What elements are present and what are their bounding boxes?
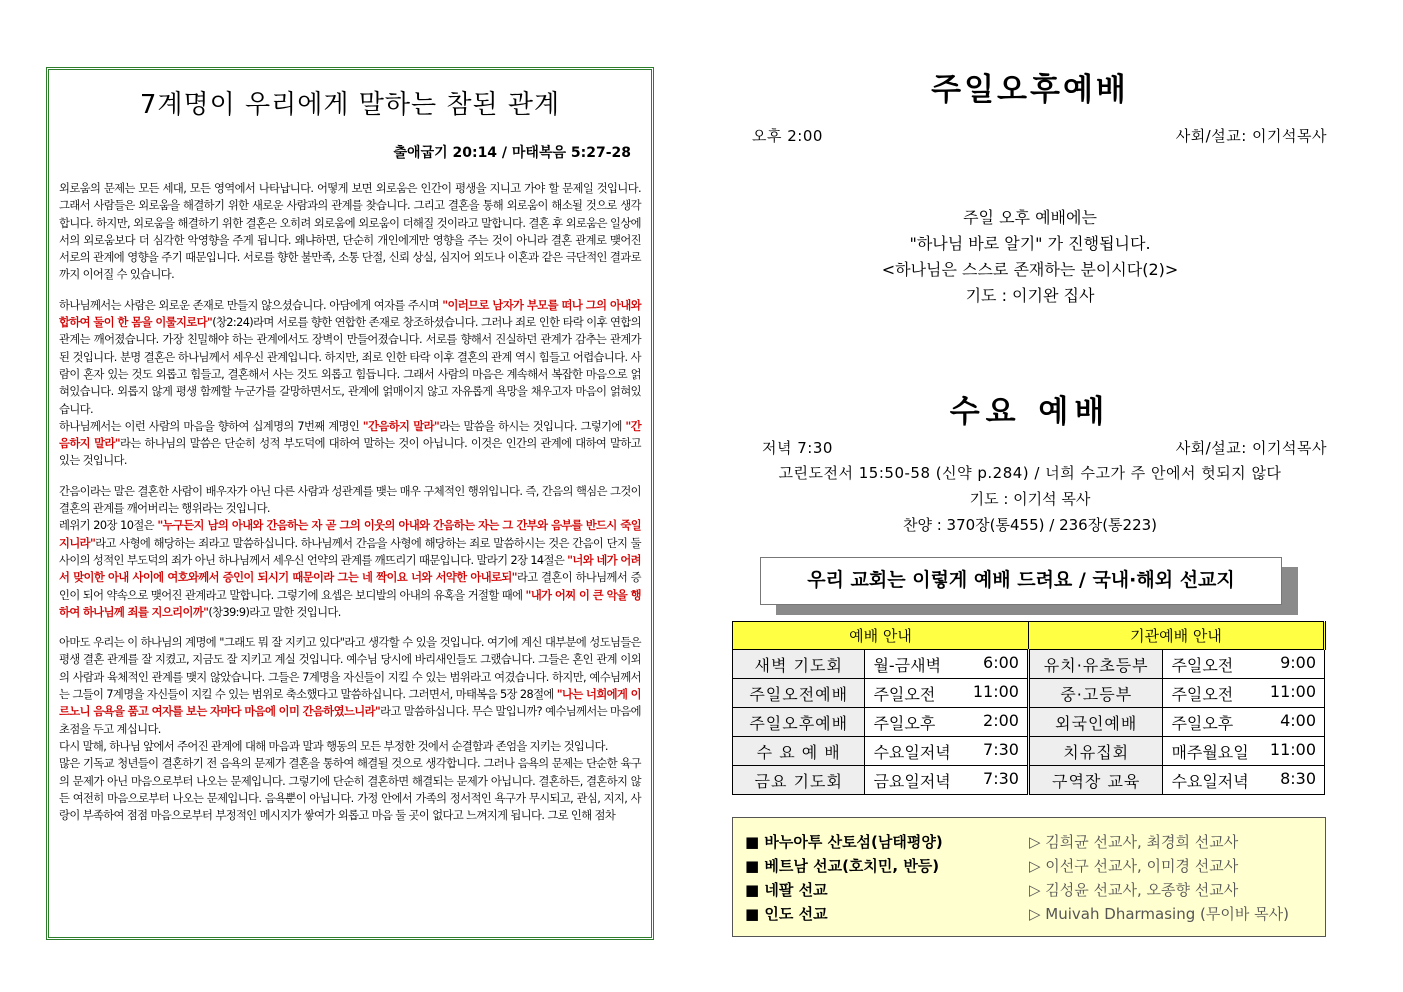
mission-people: ▷ Muivah Dharmasing (무이바 목사) xyxy=(1029,905,1289,923)
paragraph xyxy=(59,297,641,418)
paragraph xyxy=(59,634,641,738)
schedule-right-header: 기관예배 안내 xyxy=(1028,622,1324,650)
scripture-quote: "이러므로 남자가 부모를 떠나 그의 아내와 합하여 둘이 한 몸을 이룰지로다" xyxy=(59,298,641,330)
service-name: 수 요 예 배 xyxy=(733,737,865,766)
service-time xyxy=(1163,708,1325,737)
mission-people: ▷ 김희균 선교사, 최경희 선교사 xyxy=(1029,833,1239,851)
service-hour: 11:00 xyxy=(1269,739,1316,759)
service-hour: 9:00 xyxy=(1280,652,1316,672)
table-row xyxy=(733,737,1325,766)
wednesday-prayer: 기도 : 이기석 목사 xyxy=(969,490,1091,508)
sunday-pm-prayer: 기도 : 이기완 집사 xyxy=(965,286,1095,305)
wednesday-leader: 사회/설교: 이기석목사 xyxy=(1175,439,1327,457)
service-time xyxy=(865,650,1029,679)
service-time xyxy=(865,737,1029,766)
paragraph: 외로움의 문제는 모든 세대, 모든 영역에서 나타납니다. 어떻게 보면 외로움은 인간이 평생을 지니고 가야 할 문제일 것입니다. 그래서 사람들은 외로움을 해결하기 위한 새로운 사람과의 관계를 찾습니다. 그리고 결혼을 통해 외로움이 해소될 것으로 생각합니다. 하지만, 외로움을 해결하기 위한 결혼은 오히려 외로움에 외로움이 더해질 것이라고 말합니다. 결혼 후 외로움은 일상에서의 외로움보다 더 심각한 악영향을 주게 됩니다. 왜냐하면, 단순히 개인에게만 영향을 주는 것이 아니라 결혼 관계로 맺어진 서로의 관계에 영향을 주기 때문입니다. 서로를 향한 불만족, 소통 단절, 신뢰 상실, 심지어 외도나 이혼과 같은 극단적인 결과로까지 이어질 수 있습니다. xyxy=(59,182,641,282)
table-row xyxy=(733,650,1325,679)
service-hour: 6:00 xyxy=(983,652,1019,672)
table-row xyxy=(733,708,1325,737)
mission-row xyxy=(733,903,1325,927)
service-day: 주일오전 xyxy=(1171,655,1234,675)
sunday-pm-line: "하나님 바로 알기" 가 진행됩니다. xyxy=(909,234,1151,253)
mission-place: ■ 바누아투 산토섬(남태평양) xyxy=(745,833,943,851)
scripture-quote: "내가 어찌 이 큰 악을 행하여 하나님께 죄를 지으리이까" xyxy=(59,588,641,619)
mission-people: ▷ 김성윤 선교사, 오종향 선교사 xyxy=(1029,881,1239,899)
service-name: 유치·유초등부 xyxy=(1028,650,1162,679)
text: (창2:24)라며 서로를 향한 연합한 존재로 창조하셨습니다. 그러나 죄로 인한 타락 이후 연합의 관계는 깨어졌습니다. 가장 친밀해야 하는 관계에서도 장벽이 만들어졌습니다. 서로를 향해서 진실하던 관계가 감추는 관계가 된 것입니다. 분명 결혼은 하나님께서 세우신 관계입니다. 하지만, 죄로 인한 타락 이후 결혼의 관계 역시 힘들고 어렵습니다. 사람이 혼자 있는 것도 외롭고 힘들고, 결혼해서 사는 것도 외롭고 힘듭니다. 그래서 사람의 마음은 계속해서 복잡한 마음으로 얽혀있습니다. 외롭지 않게 평생 함께할 누군가를 갈망하면서도, 관계에 얽매이지 않고 자유롭게 욕망을 채우고자 마음이 얽혀있습니다. xyxy=(59,316,641,416)
paragraph: 간음이라는 말은 결혼한 사람이 배우자가 아닌 다른 사람과 성관계를 맺는 매우 구체적인 행위입니다. 즉, 간음의 핵심은 그것이 결혼의 관계를 깨어버리는 행위라는 것입니다. xyxy=(59,484,641,516)
wednesday-time: 저녁 7:30 xyxy=(762,439,833,457)
service-name: 새벽 기도회 xyxy=(733,650,865,679)
text: 라는 하나님의 말씀은 단순히 성적 부도덕에 대하여 말하는 것이 아닙니다. 이것은 인간의 관계에 대하여 말하고 있는 것입니다. xyxy=(59,437,641,468)
mission-place: ■ 네팔 선교 xyxy=(745,881,828,899)
schedule-table xyxy=(732,621,1326,795)
service-day: 월-금새벽 xyxy=(873,655,942,675)
paragraph xyxy=(59,418,641,470)
scripture-quote: "간음하지 말라" xyxy=(362,419,440,433)
table-row xyxy=(733,679,1325,708)
service-time xyxy=(865,679,1029,708)
mission-people: ▷ 이선구 선교사, 이미경 선교사 xyxy=(1029,857,1239,875)
service-time xyxy=(1163,737,1325,766)
mission-row xyxy=(733,855,1325,879)
scripture-quote: "누구든지 남의 아내와 간음하는 자 곧 그의 이웃의 아내와 간음하는 자는 그 간부와 음부를 반드시 죽일지니라" xyxy=(59,519,642,550)
mission-row xyxy=(733,879,1325,903)
schedule-left-header: 예배 안내 xyxy=(733,622,1029,650)
text: 하나님께서는 사람은 외로운 존재로 만들지 않으셨습니다. 아담에게 여자를 주시며 xyxy=(59,298,443,312)
text: 레위기 20장 10절은 xyxy=(59,519,158,533)
text: 라는 말씀을 하시는 것입니다. 그렇기에 xyxy=(439,419,626,433)
service-day: 주일오후 xyxy=(1171,713,1234,733)
service-name: 주일오전예배 xyxy=(733,679,865,708)
paragraph xyxy=(59,517,641,621)
sunday-pm-time: 오후 2:00 xyxy=(752,127,823,145)
service-hour: 2:00 xyxy=(983,710,1019,730)
worship-banner: 우리 교회는 이렇게 예배 드려요 / 국내·해외 선교지 xyxy=(760,557,1282,605)
service-name: 구역장 교육 xyxy=(1028,766,1162,795)
text: 라고 말씀하십니다. 무슨 말입니까? 예수님께서는 마음에 초점을 두고 계십니다. xyxy=(59,705,641,736)
text: 라고 사형에 해당하는 죄라고 말씀하십니다. 하나님께서 간음을 사형에 해당하는 죄로 말씀하시는 것은 간음이 단지 둘 사이의 성적인 부도덕의 죄가 아닌 하나님께서 세우신 언약의 관계를 깨뜨리기 때문입니다. 말라기 2장 14절은 xyxy=(59,536,641,567)
table-row xyxy=(733,766,1325,795)
text: 아마도 우리는 이 하나님의 계명에 "그래도 뭐 잘 지키고 있다"라고 생각할 수 있을 것입니다. 여기에 계신 대부분에 성도님들은 평생 결혼 관계를 잘 지켰고, 지금도 잘 지키고 계실 것입니다. 예수님 당시에 바리새인들도 그랬습니다. 그들은 혼인 관계 이외의 사람과 육체적인 관계를 맺지 않았습니다. 그들은 7계명을 자신들이 지킬 수 있는 범위라고 여겼습니다. 하지만, 예수님께서는 그들이 7계명을 자신들이 지킬 수 있는 범위로 축소했다고 말씀하십니다. 그러면서, 마태복음 5장 28절에 xyxy=(59,636,641,702)
service-name: 주일오후예배 xyxy=(733,708,865,737)
service-hour: 8:30 xyxy=(1280,768,1316,788)
scripture-quote: "나는 너희에게 이르노니 음욕을 품고 여자를 보는 자마다 마음에 이미 간음하였느니라" xyxy=(59,688,641,719)
service-day: 매주월요일 xyxy=(1171,742,1249,762)
service-time xyxy=(1163,766,1325,795)
service-hour: 4:00 xyxy=(1280,710,1316,730)
sermon-box xyxy=(46,67,654,940)
sermon-body xyxy=(59,180,641,824)
wednesday-hymn: 찬양 : 370장(통455) / 236장(통223) xyxy=(902,516,1158,534)
text: (창39:9)라고 말한 것입니다. xyxy=(208,605,341,619)
mission-place: ■ 인도 선교 xyxy=(745,905,828,923)
service-time xyxy=(1163,679,1325,708)
service-time xyxy=(865,766,1029,795)
paragraph: 많은 기독교 청년들이 결혼하기 전 음욕의 문제가 결혼을 통하여 해결될 것으로 생각합니다. 그러나 음욕의 문제는 단순한 육구의 문제가 아닌 마음으로부터 나오는 문제입니다. 그렇기에 단순히 결혼하면 해결되는 문제가 아닙니다. 결혼하든, 결혼하지 않든 여전히 마음으로부터 나오는 문제입니다. 음욕뿐이 아닙니다. 가정 안에서 가족의 정서적인 욕구가 무시되고, 관심, 지지, 사랑이 부족하여 점점 마음으로부터 부정적인 메시지가 쌓여가 외롭고 마음 둘 곳이 없다고 느껴지게 됩니다. 그로 인해 점차 xyxy=(59,757,641,823)
service-day: 수요일저녁 xyxy=(873,742,951,762)
service-day: 주일오후 xyxy=(873,713,936,733)
table-header-row xyxy=(733,622,1325,650)
service-time xyxy=(865,708,1029,737)
service-hour: 7:30 xyxy=(983,768,1019,788)
service-day: 주일오전 xyxy=(873,684,936,704)
sunday-pm-line: <하나님은 스스로 존재하는 분이시다(2)> xyxy=(881,260,1179,279)
service-hour: 11:00 xyxy=(1269,681,1316,701)
sermon-title: 7계명이 우리에게 말하는 참된 관계 xyxy=(139,90,561,120)
service-hour: 7:30 xyxy=(983,739,1019,759)
service-name: 외국인예배 xyxy=(1028,708,1162,737)
sermon-reference: 출애굽기 20:14 / 마태복음 5:27-28 xyxy=(393,145,631,161)
text: 하나님께서는 이런 사람의 마음을 향하여 십계명의 7번째 계명인 xyxy=(59,419,363,433)
scripture-quote: "간음하지 말라" xyxy=(59,419,642,451)
service-name: 중·고등부 xyxy=(1028,679,1162,708)
sunday-pm-line: 주일 오후 예배에는 xyxy=(963,208,1097,227)
scripture-quote: "너와 네가 어려서 맞이한 아내 사이에 여호와께서 증인이 되시기 때문이라 그는 네 짝이요 너와 서약한 아내로되" xyxy=(59,553,641,585)
service-day: 수요일저녁 xyxy=(1171,771,1249,791)
service-day: 금요일저녁 xyxy=(873,771,951,791)
service-time xyxy=(1163,650,1325,679)
service-day: 주일오전 xyxy=(1171,684,1234,704)
mission-place: ■ 베트남 선교(호치민, 반등) xyxy=(745,857,940,875)
sunday-pm-title: 주일오후예배 xyxy=(931,72,1129,108)
service-name: 금요 기도회 xyxy=(733,766,865,795)
sunday-pm-leader: 사회/설교: 이기석목사 xyxy=(1175,127,1327,145)
wednesday-scripture: 고린도전서 15:50-58 (신약 p.284) / 너희 수고가 주 안에서 헛되지 않다 xyxy=(778,464,1282,482)
mission-row xyxy=(733,831,1325,855)
paragraph: 다시 말해, 하나님 앞에서 주어진 관계에 대해 마음과 말과 행동의 모든 부정한 것에서 순결함과 존엄을 지키는 것입니다. xyxy=(59,739,608,753)
service-hour: 11:00 xyxy=(972,681,1019,701)
text: 라고 결혼이 하나님께서 증인이 되어 약속으로 맺어진 관계라고 말합니다. 그렇기에 요셉은 보디발의 아내의 유혹을 거절할 때에 xyxy=(59,571,641,602)
missions-box xyxy=(732,817,1326,937)
service-name: 치유집회 xyxy=(1028,737,1162,766)
wednesday-title: 수요 예배 xyxy=(949,394,1111,430)
